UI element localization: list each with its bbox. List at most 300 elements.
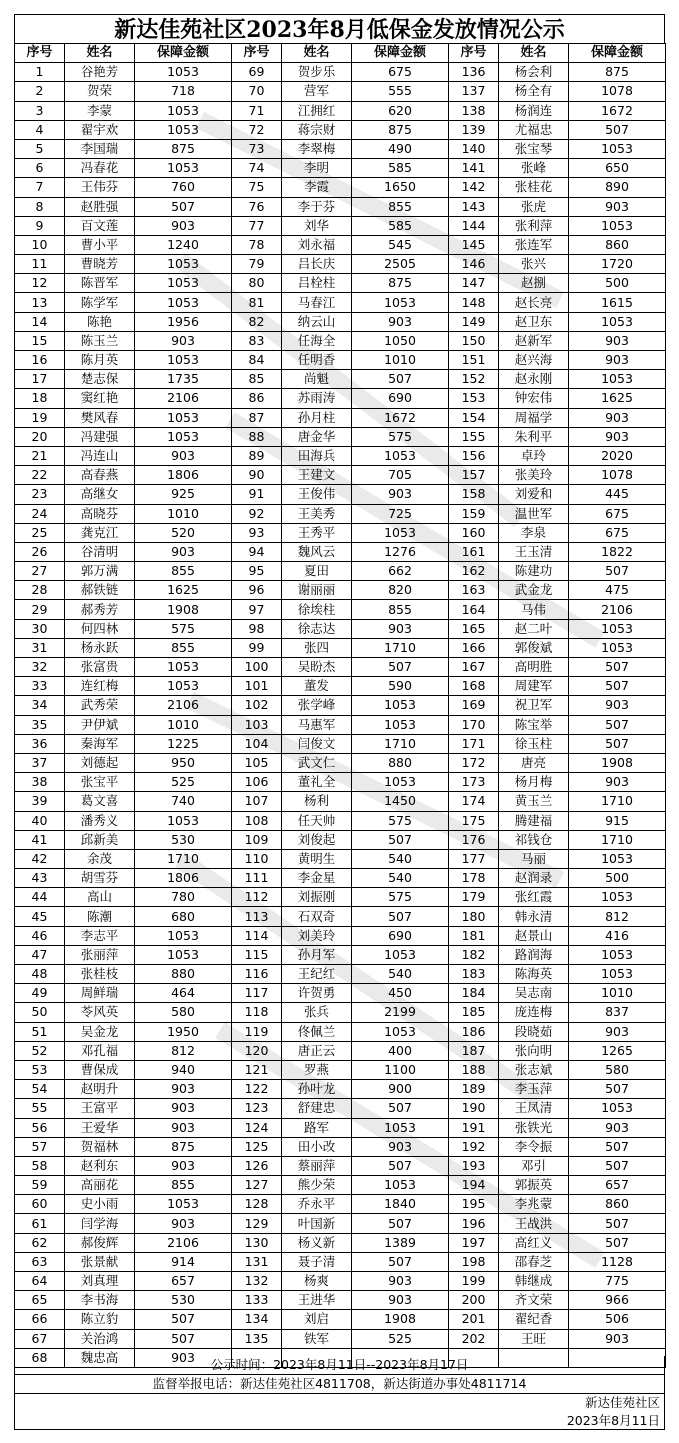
cell-amount: 545 (352, 235, 449, 254)
cell-index: 130 (232, 1233, 282, 1252)
cell-name: 张向明 (499, 1041, 569, 1060)
cell-name: 徐玉柱 (499, 734, 569, 753)
cell-amount: 855 (135, 1176, 232, 1195)
cell-amount: 585 (352, 216, 449, 235)
cell-index: 73 (232, 139, 282, 158)
cell-name: 赵捌 (499, 274, 569, 293)
cell-index: 83 (232, 331, 282, 350)
cell-amount: 1225 (135, 734, 232, 753)
cell-index: 6 (15, 159, 65, 178)
cell-name: 陈海英 (499, 965, 569, 984)
cell-index: 27 (15, 562, 65, 581)
cell-amount: 812 (135, 1041, 232, 1060)
cell-index: 134 (232, 1310, 282, 1329)
cell-amount: 1908 (352, 1310, 449, 1329)
cell-amount: 875 (352, 274, 449, 293)
cell-amount: 1010 (569, 984, 666, 1003)
cell-index: 13 (15, 293, 65, 312)
cell-index: 200 (449, 1291, 499, 1310)
cell-amount: 540 (352, 849, 449, 868)
cell-name: 唐金华 (282, 427, 352, 446)
cell-amount: 507 (569, 715, 666, 734)
cell-index: 171 (449, 734, 499, 753)
table-row (15, 849, 666, 868)
cell-index: 121 (232, 1060, 282, 1079)
table-row (15, 984, 666, 1003)
cell-amount: 812 (569, 907, 666, 926)
cell-index: 89 (232, 446, 282, 465)
notice-period: 公示时间：2023年8月11日--2023年8月17日 (14, 1356, 665, 1375)
cell-amount: 530 (135, 830, 232, 849)
cell-amount: 540 (352, 965, 449, 984)
cell-amount: 1053 (352, 293, 449, 312)
cell-name: 杨月梅 (499, 773, 569, 792)
cell-index: 19 (15, 408, 65, 427)
cell-amount: 1053 (135, 120, 232, 139)
table-row (15, 120, 666, 139)
cell-name: 熊少荣 (282, 1176, 352, 1195)
cell-amount: 507 (569, 1233, 666, 1252)
cell-index: 3 (15, 101, 65, 120)
cell-amount: 903 (135, 1214, 232, 1233)
cell-amount: 1240 (135, 235, 232, 254)
table-row (15, 658, 666, 677)
cell-name: 杨全有 (499, 82, 569, 101)
cell-name: 许贺勇 (282, 984, 352, 1003)
table-row (15, 1214, 666, 1233)
table-row (15, 696, 666, 715)
cell-name: 马春江 (282, 293, 352, 312)
cell-name: 曹晓芳 (65, 255, 135, 274)
cell-amount: 820 (352, 581, 449, 600)
cell-name: 高山 (65, 888, 135, 907)
cell-index: 33 (15, 677, 65, 696)
cell-name: 叶国新 (282, 1214, 352, 1233)
cell-index: 147 (449, 274, 499, 293)
cell-name: 王美秀 (282, 504, 352, 523)
cell-amount: 555 (352, 82, 449, 101)
table-row (15, 351, 666, 370)
cell-name: 龚克江 (65, 523, 135, 542)
cell-index: 2 (15, 82, 65, 101)
cell-amount: 1276 (352, 542, 449, 561)
cell-name: 高春燕 (65, 466, 135, 485)
cell-name: 卓玲 (499, 446, 569, 465)
cell-name: 陈晋军 (65, 274, 135, 293)
table-row (15, 792, 666, 811)
cell-index: 98 (232, 619, 282, 638)
cell-name: 任天帅 (282, 811, 352, 830)
cell-name: 吕栓柱 (282, 274, 352, 293)
cell-index: 21 (15, 446, 65, 465)
cell-amount: 657 (135, 1272, 232, 1291)
cell-index: 165 (449, 619, 499, 638)
cell-index: 63 (15, 1252, 65, 1271)
cell-index: 75 (232, 178, 282, 197)
cell-index: 158 (449, 485, 499, 504)
cell-name: 刘真理 (65, 1272, 135, 1291)
cell-index: 32 (15, 658, 65, 677)
cell-amount: 464 (135, 984, 232, 1003)
cell-index: 39 (15, 792, 65, 811)
cell-amount: 1053 (352, 523, 449, 542)
cell-name: 高丽花 (65, 1176, 135, 1195)
cell-amount: 1053 (135, 427, 232, 446)
cell-name: 黄明生 (282, 849, 352, 868)
cell-name: 纳云山 (282, 312, 352, 331)
cell-name: 王秀平 (282, 523, 352, 542)
cell-amount: 506 (569, 1310, 666, 1329)
table-body (15, 63, 666, 1368)
cell-index: 8 (15, 197, 65, 216)
cell-amount: 914 (135, 1252, 232, 1271)
cell-amount: 1908 (569, 753, 666, 772)
cell-index: 164 (449, 600, 499, 619)
table-row (15, 1291, 666, 1310)
cell-amount: 1128 (569, 1252, 666, 1271)
cell-index: 174 (449, 792, 499, 811)
cell-name: 贺步乐 (282, 63, 352, 82)
cell-name: 李志平 (65, 926, 135, 945)
table-row (15, 274, 666, 293)
table-row (15, 504, 666, 523)
table-row (15, 101, 666, 120)
cell-name: 赵长亮 (499, 293, 569, 312)
cell-amount: 1615 (569, 293, 666, 312)
cell-index: 166 (449, 638, 499, 657)
cell-amount: 903 (569, 696, 666, 715)
cell-name: 王进华 (282, 1291, 352, 1310)
cell-name: 冯建强 (65, 427, 135, 446)
cell-index: 180 (449, 907, 499, 926)
cell-amount: 1053 (569, 945, 666, 964)
cell-amount: 903 (569, 408, 666, 427)
cell-name: 闫俊文 (282, 734, 352, 753)
cell-name: 谷清明 (65, 542, 135, 561)
cell-name: 赵利东 (65, 1156, 135, 1175)
cell-index: 136 (449, 63, 499, 82)
cell-index: 37 (15, 753, 65, 772)
cell-name: 冯连山 (65, 446, 135, 465)
cell-index: 49 (15, 984, 65, 1003)
cell-index: 24 (15, 504, 65, 523)
cell-index: 152 (449, 370, 499, 389)
cell-amount: 580 (569, 1060, 666, 1079)
cell-index: 41 (15, 830, 65, 849)
cell-amount: 675 (352, 63, 449, 82)
cell-index: 198 (449, 1252, 499, 1271)
table-row (15, 926, 666, 945)
cell-amount: 1053 (352, 1118, 449, 1137)
header-name: 姓名 (499, 44, 569, 63)
cell-amount: 1672 (569, 101, 666, 120)
cell-index: 183 (449, 965, 499, 984)
cell-amount: 903 (135, 1118, 232, 1137)
cell-name: 高红义 (499, 1233, 569, 1252)
cell-index: 5 (15, 139, 65, 158)
cell-name: 郭俊斌 (499, 638, 569, 657)
cell-index: 192 (449, 1137, 499, 1156)
table-row (15, 1329, 666, 1348)
cell-index: 128 (232, 1195, 282, 1214)
cell-amount: 1650 (352, 178, 449, 197)
cell-amount: 1053 (569, 312, 666, 331)
cell-index: 97 (232, 600, 282, 619)
cell-name: 段晓茹 (499, 1022, 569, 1041)
cell-amount: 903 (352, 485, 449, 504)
cell-name: 赵景山 (499, 926, 569, 945)
cell-amount: 1053 (352, 945, 449, 964)
cell-name: 谢丽丽 (282, 581, 352, 600)
page-title: 新达佳苑社区2023年8月低保金发放情况公示 (14, 14, 665, 44)
table-row (15, 773, 666, 792)
cell-amount: 880 (352, 753, 449, 772)
table-row (15, 677, 666, 696)
cell-name: 赵明升 (65, 1080, 135, 1099)
cell-amount: 1053 (569, 216, 666, 235)
cell-amount: 575 (352, 888, 449, 907)
cell-index: 133 (232, 1291, 282, 1310)
table-row (15, 485, 666, 504)
cell-index: 138 (449, 101, 499, 120)
cell-name: 魏忠高 (65, 1348, 135, 1367)
cell-amount: 725 (352, 504, 449, 523)
cell-name: 关治鸿 (65, 1329, 135, 1348)
cell-index: 186 (449, 1022, 499, 1041)
cell-name: 武文仁 (282, 753, 352, 772)
cell-index: 12 (15, 274, 65, 293)
cell-index: 105 (232, 753, 282, 772)
cell-name: 魏风云 (282, 542, 352, 561)
cell-index: 17 (15, 370, 65, 389)
cell-index: 76 (232, 197, 282, 216)
table-row (15, 1080, 666, 1099)
cell-amount: 507 (352, 1214, 449, 1233)
cell-index: 151 (449, 351, 499, 370)
cell-index: 57 (15, 1137, 65, 1156)
cell-index: 4 (15, 120, 65, 139)
cell-amount: 1710 (352, 734, 449, 753)
table-row (15, 1233, 666, 1252)
cell-index: 131 (232, 1252, 282, 1271)
table-row (15, 1099, 666, 1118)
cell-index: 181 (449, 926, 499, 945)
cell-amount: 1100 (352, 1060, 449, 1079)
cell-amount: 525 (135, 773, 232, 792)
cell-amount: 1053 (135, 159, 232, 178)
cell-index: 28 (15, 581, 65, 600)
cell-amount: 903 (352, 1137, 449, 1156)
cell-name: 张峰 (499, 159, 569, 178)
cell-index: 123 (232, 1099, 282, 1118)
issuer-name: 新达佳苑社区 (14, 1394, 665, 1412)
cell-index: 72 (232, 120, 282, 139)
cell-amount: 1053 (135, 255, 232, 274)
table-row (15, 581, 666, 600)
table-row (15, 562, 666, 581)
cell-name: 孙叶龙 (282, 1080, 352, 1099)
cell-index: 101 (232, 677, 282, 696)
cell-name: 郭万满 (65, 562, 135, 581)
cell-index: 135 (232, 1329, 282, 1348)
table-row (15, 715, 666, 734)
cell-amount: 903 (569, 427, 666, 446)
cell-name: 王凤清 (499, 1099, 569, 1118)
cell-amount: 890 (569, 178, 666, 197)
cell-name: 李书海 (65, 1291, 135, 1310)
cell-index: 85 (232, 370, 282, 389)
cell-name: 钟宏伟 (499, 389, 569, 408)
cell-amount: 903 (135, 1099, 232, 1118)
cell-index: 70 (232, 82, 282, 101)
table-row (15, 1310, 666, 1329)
cell-index: 199 (449, 1272, 499, 1291)
cell-name: 董发 (282, 677, 352, 696)
cell-amount: 1806 (135, 466, 232, 485)
cell-amount: 903 (135, 1080, 232, 1099)
cell-amount: 903 (569, 331, 666, 350)
table-row (15, 331, 666, 350)
cell-name: 田小改 (282, 1137, 352, 1156)
cell-name: 李明 (282, 159, 352, 178)
cell-name: 武秀荣 (65, 696, 135, 715)
cell-name: 佟佩兰 (282, 1022, 352, 1041)
cell-name: 张宝琴 (499, 139, 569, 158)
cell-amount: 500 (569, 274, 666, 293)
cell-index: 148 (449, 293, 499, 312)
cell-amount: 1950 (135, 1022, 232, 1041)
cell-name: 李霞 (282, 178, 352, 197)
cell-amount: 903 (569, 1022, 666, 1041)
cell-amount: 900 (352, 1080, 449, 1099)
cell-amount: 1265 (569, 1041, 666, 1060)
cell-amount: 1053 (569, 888, 666, 907)
cell-index: 194 (449, 1176, 499, 1195)
cell-index: 31 (15, 638, 65, 657)
cell-index: 88 (232, 427, 282, 446)
table-row (15, 1118, 666, 1137)
cell-index: 42 (15, 849, 65, 868)
cell-amount: 540 (352, 869, 449, 888)
cell-index: 64 (15, 1272, 65, 1291)
table-row (15, 1041, 666, 1060)
cell-amount: 507 (135, 197, 232, 216)
cell-name: 石双奇 (282, 907, 352, 926)
table-row (15, 1003, 666, 1022)
cell-name: 王建文 (282, 466, 352, 485)
cell-amount: 1053 (135, 63, 232, 82)
cell-amount: 1735 (135, 370, 232, 389)
report-hotline: 监督举报电话：新达佳苑社区4811708，新达街道办事处4811714 (14, 1375, 665, 1394)
cell-index: 149 (449, 312, 499, 331)
cell-amount: 507 (352, 370, 449, 389)
cell-name: 张学峰 (282, 696, 352, 715)
cell-amount: 915 (569, 811, 666, 830)
cell-index: 22 (15, 466, 65, 485)
cell-name: 李令振 (499, 1137, 569, 1156)
cell-index: 115 (232, 945, 282, 964)
cell-amount: 2020 (569, 446, 666, 465)
cell-index: 122 (232, 1080, 282, 1099)
cell-name: 王伟芬 (65, 178, 135, 197)
cell-index: 106 (232, 773, 282, 792)
cell-name: 楚志保 (65, 370, 135, 389)
cell-name: 杨会利 (499, 63, 569, 82)
header-index: 序号 (232, 44, 282, 63)
cell-index: 169 (449, 696, 499, 715)
cell-index: 142 (449, 178, 499, 197)
cell-amount: 1053 (569, 849, 666, 868)
cell-amount: 1625 (569, 389, 666, 408)
cell-index: 144 (449, 216, 499, 235)
cell-amount: 1710 (569, 830, 666, 849)
cell-amount: 1010 (352, 351, 449, 370)
cell-name: 李金星 (282, 869, 352, 888)
cell-index: 53 (15, 1060, 65, 1079)
cell-name: 秦海军 (65, 734, 135, 753)
cell-name: 尹伊斌 (65, 715, 135, 734)
cell-index: 92 (232, 504, 282, 523)
cell-name: 史小雨 (65, 1195, 135, 1214)
cell-name: 苏雨涛 (282, 389, 352, 408)
table-row (15, 466, 666, 485)
cell-index: 90 (232, 466, 282, 485)
cell-index: 196 (449, 1214, 499, 1233)
cell-name: 吴盼杰 (282, 658, 352, 677)
cell-index: 176 (449, 830, 499, 849)
cell-name: 张丽萍 (65, 945, 135, 964)
cell-name: 陈学军 (65, 293, 135, 312)
cell-index: 118 (232, 1003, 282, 1022)
table-row (15, 216, 666, 235)
cell-name: 孙月军 (282, 945, 352, 964)
cell-name: 李玉萍 (499, 1080, 569, 1099)
cell-name: 任明香 (282, 351, 352, 370)
cell-amount: 1450 (352, 792, 449, 811)
cell-name: 陈建功 (499, 562, 569, 581)
cell-index: 191 (449, 1118, 499, 1137)
cell-amount: 1053 (135, 101, 232, 120)
header-index: 序号 (15, 44, 65, 63)
cell-index: 52 (15, 1041, 65, 1060)
cell-amount: 860 (569, 1195, 666, 1214)
cell-amount: 950 (135, 753, 232, 772)
cell-amount: 500 (569, 869, 666, 888)
cell-name: 张兵 (282, 1003, 352, 1022)
table-row (15, 408, 666, 427)
cell-name: 刘爱和 (499, 485, 569, 504)
cell-amount: 875 (352, 120, 449, 139)
cell-index: 99 (232, 638, 282, 657)
cell-name: 张富贵 (65, 658, 135, 677)
cell-name: 张虎 (499, 197, 569, 216)
cell-amount: 1710 (135, 849, 232, 868)
cell-name: 张宝平 (65, 773, 135, 792)
cell-name: 张红霞 (499, 888, 569, 907)
cell-name: 陈潮 (65, 907, 135, 926)
table-row (15, 638, 666, 657)
cell-amount: 903 (352, 1272, 449, 1291)
cell-amount: 662 (352, 562, 449, 581)
header-amount: 保障金额 (135, 44, 232, 63)
cell-amount: 875 (135, 139, 232, 158)
cell-index: 54 (15, 1080, 65, 1099)
cell-name: 陈玉兰 (65, 331, 135, 350)
cell-name: 陈艳 (65, 312, 135, 331)
cell-amount: 2505 (352, 255, 449, 274)
cell-name: 温世军 (499, 504, 569, 523)
cell-index: 77 (232, 216, 282, 235)
